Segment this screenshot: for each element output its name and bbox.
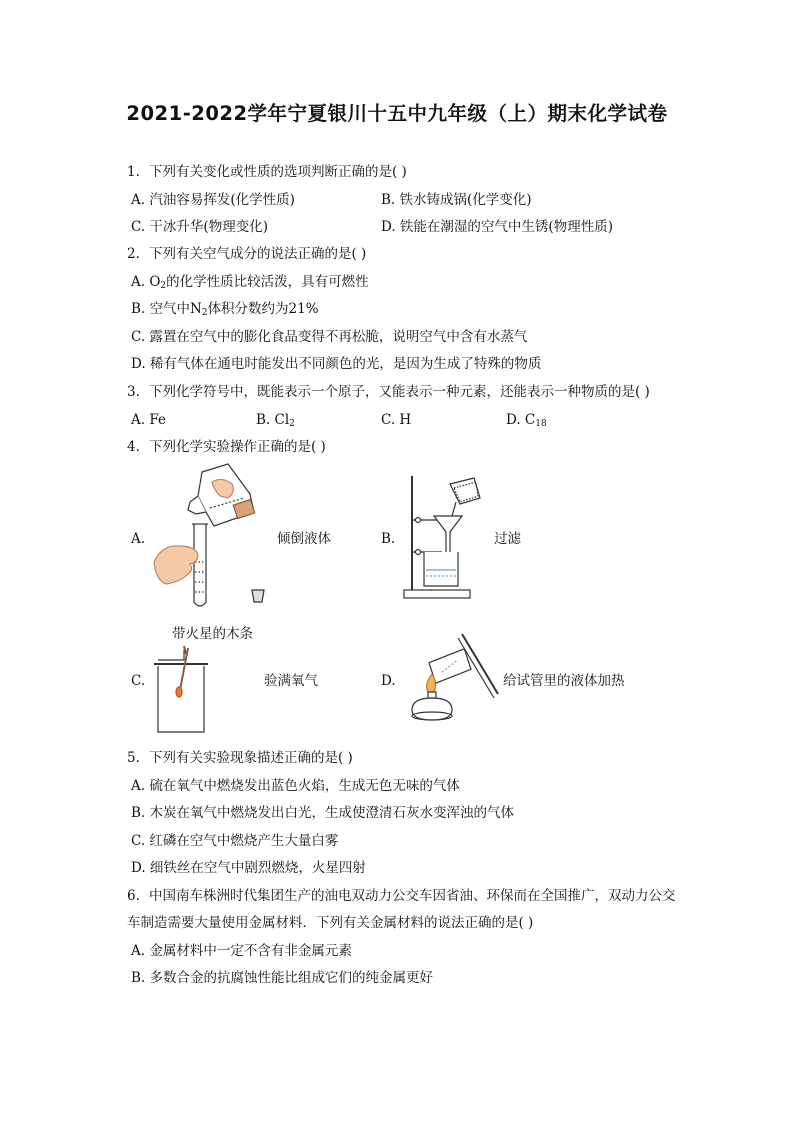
q3-option-b <box>256 411 295 433</box>
figure-filtration <box>398 472 488 602</box>
option-text: B. 空气中N <box>131 301 202 317</box>
q4-option-a-caption: 倾倒液体 <box>277 531 331 547</box>
q2-option-d: D. 稀有气体在通电时能发出不同颜色的光，是因为生成了特殊的物质 <box>131 356 542 372</box>
question-number: 3. <box>127 384 140 400</box>
option-text: D. C <box>506 412 536 428</box>
q6-option-b: B. 多数合金的抗腐蚀性能比组成它们的纯金属更好 <box>131 970 434 986</box>
q3-option-d <box>506 411 547 433</box>
option-text: B. Cl <box>256 412 290 428</box>
subscript: 18 <box>535 419 547 429</box>
option-text: 体积分数约为21% <box>207 301 319 317</box>
q4-option-c-caption: 验满氧气 <box>264 673 318 689</box>
q3-option-a: A. Fe <box>131 412 166 428</box>
q1-option-d: D. 铁能在潮湿的空气中生锈(物理性质) <box>381 219 613 235</box>
question-6-stem-continued: 车制造需要大量使用金属材料．下列有关金属材料的说法正确的是( ) <box>127 915 534 931</box>
q1-option-b: B. 铁水铸成锅(化学变化) <box>381 192 532 208</box>
q1-option-a: A. 汽油容易挥发(化学性质) <box>131 192 295 208</box>
q6-option-a: A. 金属材料中一定不含有非金属元素 <box>131 943 352 959</box>
question-4 <box>127 438 326 456</box>
q1-option-c: C. 干冰升华(物理变化) <box>131 219 268 235</box>
q2-option-c: C. 露置在空气中的膨化食品变得不再松脆，说明空气中含有水蒸气 <box>131 329 528 345</box>
question-number: 5. <box>127 750 140 766</box>
question-number: 6. <box>127 888 140 904</box>
figure-heating-liquid <box>402 630 500 730</box>
question-stem: 下列有关变化或性质的选项判断正确的是( ) <box>149 164 407 180</box>
question-stem: 下列有关空气成分的说法正确的是( ) <box>149 246 367 262</box>
q5-option-a: A. 硫在氧气中燃烧发出蓝色火焰，生成无色无味的气体 <box>131 778 460 794</box>
q5-option-d: D. 细铁丝在空气中剧烈燃烧，火星四射 <box>131 860 366 876</box>
q5-option-b: B. 木炭在氧气中燃烧发出白光，生成使澄清石灰水变浑浊的气体 <box>131 805 515 821</box>
q5-option-c: C. 红磷在空气中燃烧产生大量白雾 <box>131 833 339 849</box>
question-number: 2. <box>127 246 140 262</box>
q4-option-d-caption: 给试管里的液体加热 <box>503 673 625 689</box>
question-number: 4. <box>127 439 140 455</box>
q2-option-a <box>131 273 369 295</box>
question-number: 1. <box>127 164 140 180</box>
question-1 <box>127 163 407 181</box>
question-stem: 中国南车株洲时代集团生产的油电双动力公交车因省油、环保而在全国推广，双动力公交 <box>149 888 676 904</box>
question-3 <box>127 383 650 401</box>
page-title: 2021-2022学年宁夏银川十五中九年级（上）期末化学试卷 <box>126 102 668 125</box>
option-text: A. O <box>131 274 161 290</box>
q3-option-c: C. H <box>381 412 412 428</box>
question-5 <box>127 749 353 767</box>
question-6 <box>127 887 676 905</box>
question-stem: 下列化学实验操作正确的是( ) <box>149 439 326 455</box>
subscript: 2 <box>289 419 295 429</box>
q4-option-d-label: D. <box>381 673 396 689</box>
q4-option-b-caption: 过滤 <box>494 531 521 547</box>
question-2 <box>127 245 366 263</box>
q4-option-a-label: A. <box>131 531 146 547</box>
q4-option-b-label: B. <box>381 531 396 547</box>
option-text: 的化学性质比较活泼，具有可燃性 <box>166 274 369 290</box>
subscript: 2 <box>160 281 167 291</box>
q4-option-c-label: C. <box>131 673 146 689</box>
figure-oxygen-check <box>150 646 220 738</box>
q4-option-c-top-label: 带火星的木条 <box>172 626 253 642</box>
figure-pouring-liquid <box>150 462 275 612</box>
question-stem: 下列化学符号中，既能表示一个原子，又能表示一种元素，还能表示一种物质的是( ) <box>149 384 650 400</box>
question-stem: 下列有关实验现象描述正确的是( ) <box>149 750 353 766</box>
subscript: 2 <box>201 308 208 318</box>
q2-option-b <box>131 300 319 322</box>
